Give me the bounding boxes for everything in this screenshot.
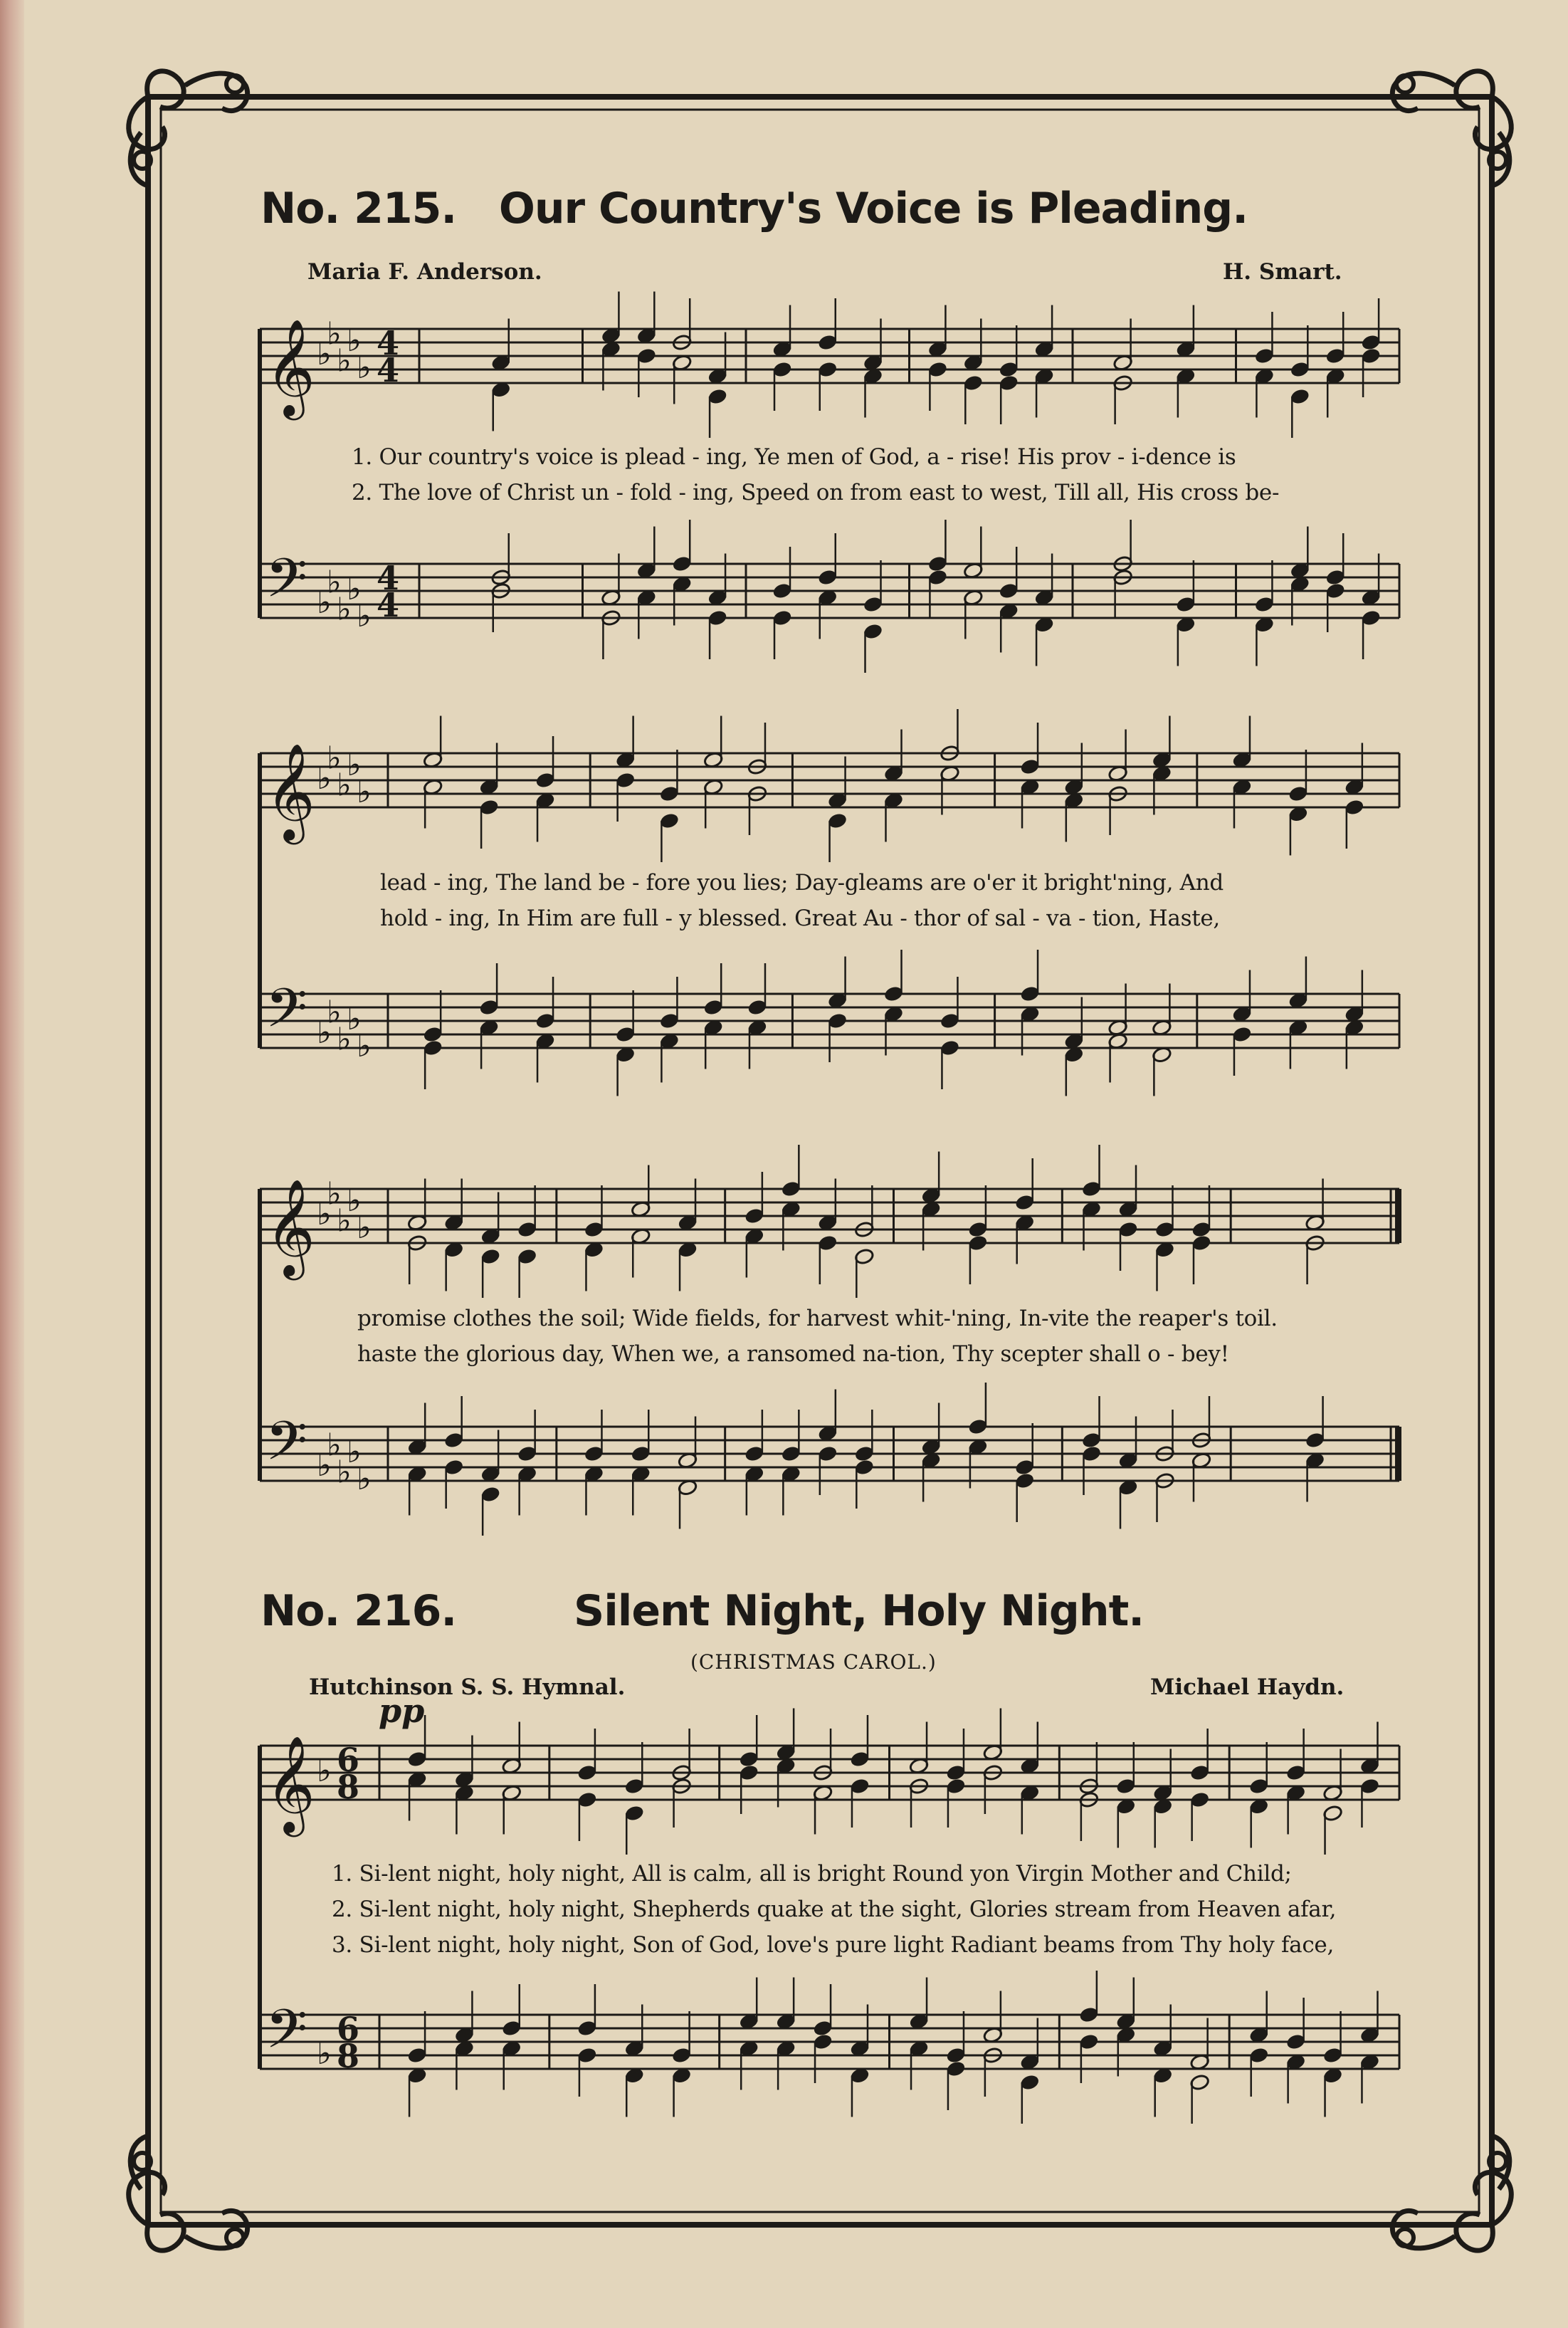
svg-text:♭: ♭ — [337, 1021, 352, 1058]
svg-text:♭: ♭ — [317, 760, 332, 797]
svg-text:♭: ♭ — [327, 994, 342, 1031]
hymn-215-system-1-bass — [260, 520, 1399, 673]
hymn-215-lyric-system3-verse2: haste the glorious day, When we, a ransomed na-tion, Thy scepter shall o - bey! — [357, 1341, 1229, 1367]
hymn-216-subtitle: (CHRISTMAS CAROL.) — [690, 1650, 937, 1674]
hymn-216-lyric-verse1: 1. Si-lent night, holy night, All is calm, all is bright Round yon Virgin Mother and Child; — [332, 1861, 1292, 1887]
svg-text:𝄞: 𝄞 — [265, 1734, 315, 1832]
hymn-215-lyric-system1-verse1: 1. Our country's voice is plead - ing, Ye men of God, a - rise! His prov - i-dence is — [352, 444, 1236, 470]
svg-text:𝄞: 𝄞 — [265, 1178, 315, 1276]
hymn-215-number: No. 215. — [261, 184, 457, 234]
hymn-216-system-1-bass — [260, 1971, 1399, 2124]
svg-text:♭: ♭ — [337, 342, 352, 379]
svg-text:𝄢: 𝄢 — [265, 1998, 308, 2074]
svg-text:♭: ♭ — [317, 336, 332, 372]
hymn-216-number: No. 216. — [261, 1586, 457, 1636]
svg-text:♭: ♭ — [317, 1753, 332, 1789]
svg-text:♭: ♭ — [357, 1210, 372, 1246]
svg-text:♭: ♭ — [337, 591, 352, 628]
svg-text:♭: ♭ — [317, 1014, 332, 1051]
svg-text:4: 4 — [377, 586, 400, 624]
svg-text:𝄞: 𝄞 — [265, 318, 315, 416]
svg-text:𝄢: 𝄢 — [265, 977, 308, 1053]
svg-text:𝄞: 𝄞 — [265, 742, 315, 840]
svg-text:♭: ♭ — [357, 598, 372, 634]
svg-text:♭: ♭ — [327, 1427, 342, 1464]
hymn-215-lyric-system3-verse1: promise clothes the soil; Wide fields, for harvest whit-'ning, In-vite the reaper's toil. — [357, 1306, 1278, 1331]
hymn-215-title — [261, 184, 1248, 234]
svg-text:♭: ♭ — [347, 1001, 362, 1037]
hymn-216-words-credit: Hutchinson S. S. Hymnal. — [309, 1674, 626, 1700]
hymn-216-title: Silent Night, Holy Night. — [574, 1586, 1145, 1636]
svg-text:♭: ♭ — [327, 740, 342, 777]
hymn-215-lyric-system2-verse1: lead - ing, The land be - fore you lies; Day-gleams are o'er it bright'ning, And — [380, 870, 1224, 896]
svg-text:♭: ♭ — [327, 564, 342, 601]
hymn-215-system-2-treble — [260, 709, 1399, 862]
hymn-215-music-credit: H. Smart. — [1223, 259, 1342, 285]
hymn-216-lyric-verse3: 3. Si-lent night, holy night, Son of God, love's pure light Radiant beams from Thy holy face, — [332, 1932, 1335, 1958]
hymn-215-system-2-bass — [260, 950, 1399, 1096]
svg-text:𝄢: 𝄢 — [265, 1410, 308, 1486]
svg-text:♭: ♭ — [347, 1434, 362, 1470]
svg-text:♭: ♭ — [357, 1461, 372, 1497]
svg-text:4: 4 — [377, 559, 400, 597]
svg-text:♭: ♭ — [357, 350, 372, 386]
hymn-216-music-credit: Michael Haydn. — [1150, 1674, 1345, 1700]
svg-text:♭: ♭ — [337, 1454, 352, 1491]
svg-text:♭: ♭ — [357, 1028, 372, 1064]
hymn-215-system-3-bass — [260, 1383, 1399, 1536]
svg-text:6: 6 — [337, 2010, 360, 2048]
hymn-216-system-1-treble — [260, 1709, 1399, 1855]
svg-text:4: 4 — [377, 324, 400, 362]
hymn-215-system-3-treble — [260, 1145, 1399, 1298]
svg-text:♭: ♭ — [327, 1175, 342, 1212]
hymn-215-lyric-system2-verse2: hold - ing, In Him are full - y blessed. Great Au - thor of sal - va - tion, Haste, — [380, 906, 1220, 931]
svg-text:♭: ♭ — [317, 1447, 332, 1484]
hymn-215-words-credit: Maria F. Anderson. — [307, 259, 542, 285]
hymn-215-system-1-treble — [260, 292, 1399, 439]
svg-text:♭: ♭ — [347, 323, 362, 359]
svg-text:♭: ♭ — [337, 767, 352, 804]
music-staves — [260, 292, 1401, 2124]
svg-text:♭: ♭ — [317, 2035, 332, 2072]
hymn-216-lyric-verse2: 2. Si-lent night, holy night, Shepherds quake at the sight, Glories stream from Heaven afar, — [332, 1897, 1337, 1922]
svg-text:♭: ♭ — [357, 774, 372, 810]
hymn-215-name: Our Country's Voice is Pleading. — [498, 184, 1248, 234]
hymn-215-lyric-system1-verse2: 2. The love of Christ un - fold - ing, Speed on from east to west, Till all, His cross be- — [352, 480, 1280, 505]
svg-text:𝄢: 𝄢 — [265, 547, 308, 623]
hymn-216-dynamic-marking: pp — [379, 1692, 425, 1730]
svg-text:♭: ♭ — [327, 315, 342, 352]
svg-text:4: 4 — [377, 351, 400, 389]
svg-text:♭: ♭ — [317, 1196, 332, 1232]
svg-text:6: 6 — [337, 1741, 360, 1779]
svg-text:8: 8 — [337, 2037, 360, 2075]
svg-text:♭: ♭ — [317, 584, 332, 621]
svg-text:♭: ♭ — [347, 571, 362, 607]
svg-text:8: 8 — [337, 1768, 360, 1806]
svg-text:♭: ♭ — [347, 1183, 362, 1219]
svg-text:♭: ♭ — [337, 1202, 352, 1239]
svg-text:♭: ♭ — [347, 747, 362, 783]
